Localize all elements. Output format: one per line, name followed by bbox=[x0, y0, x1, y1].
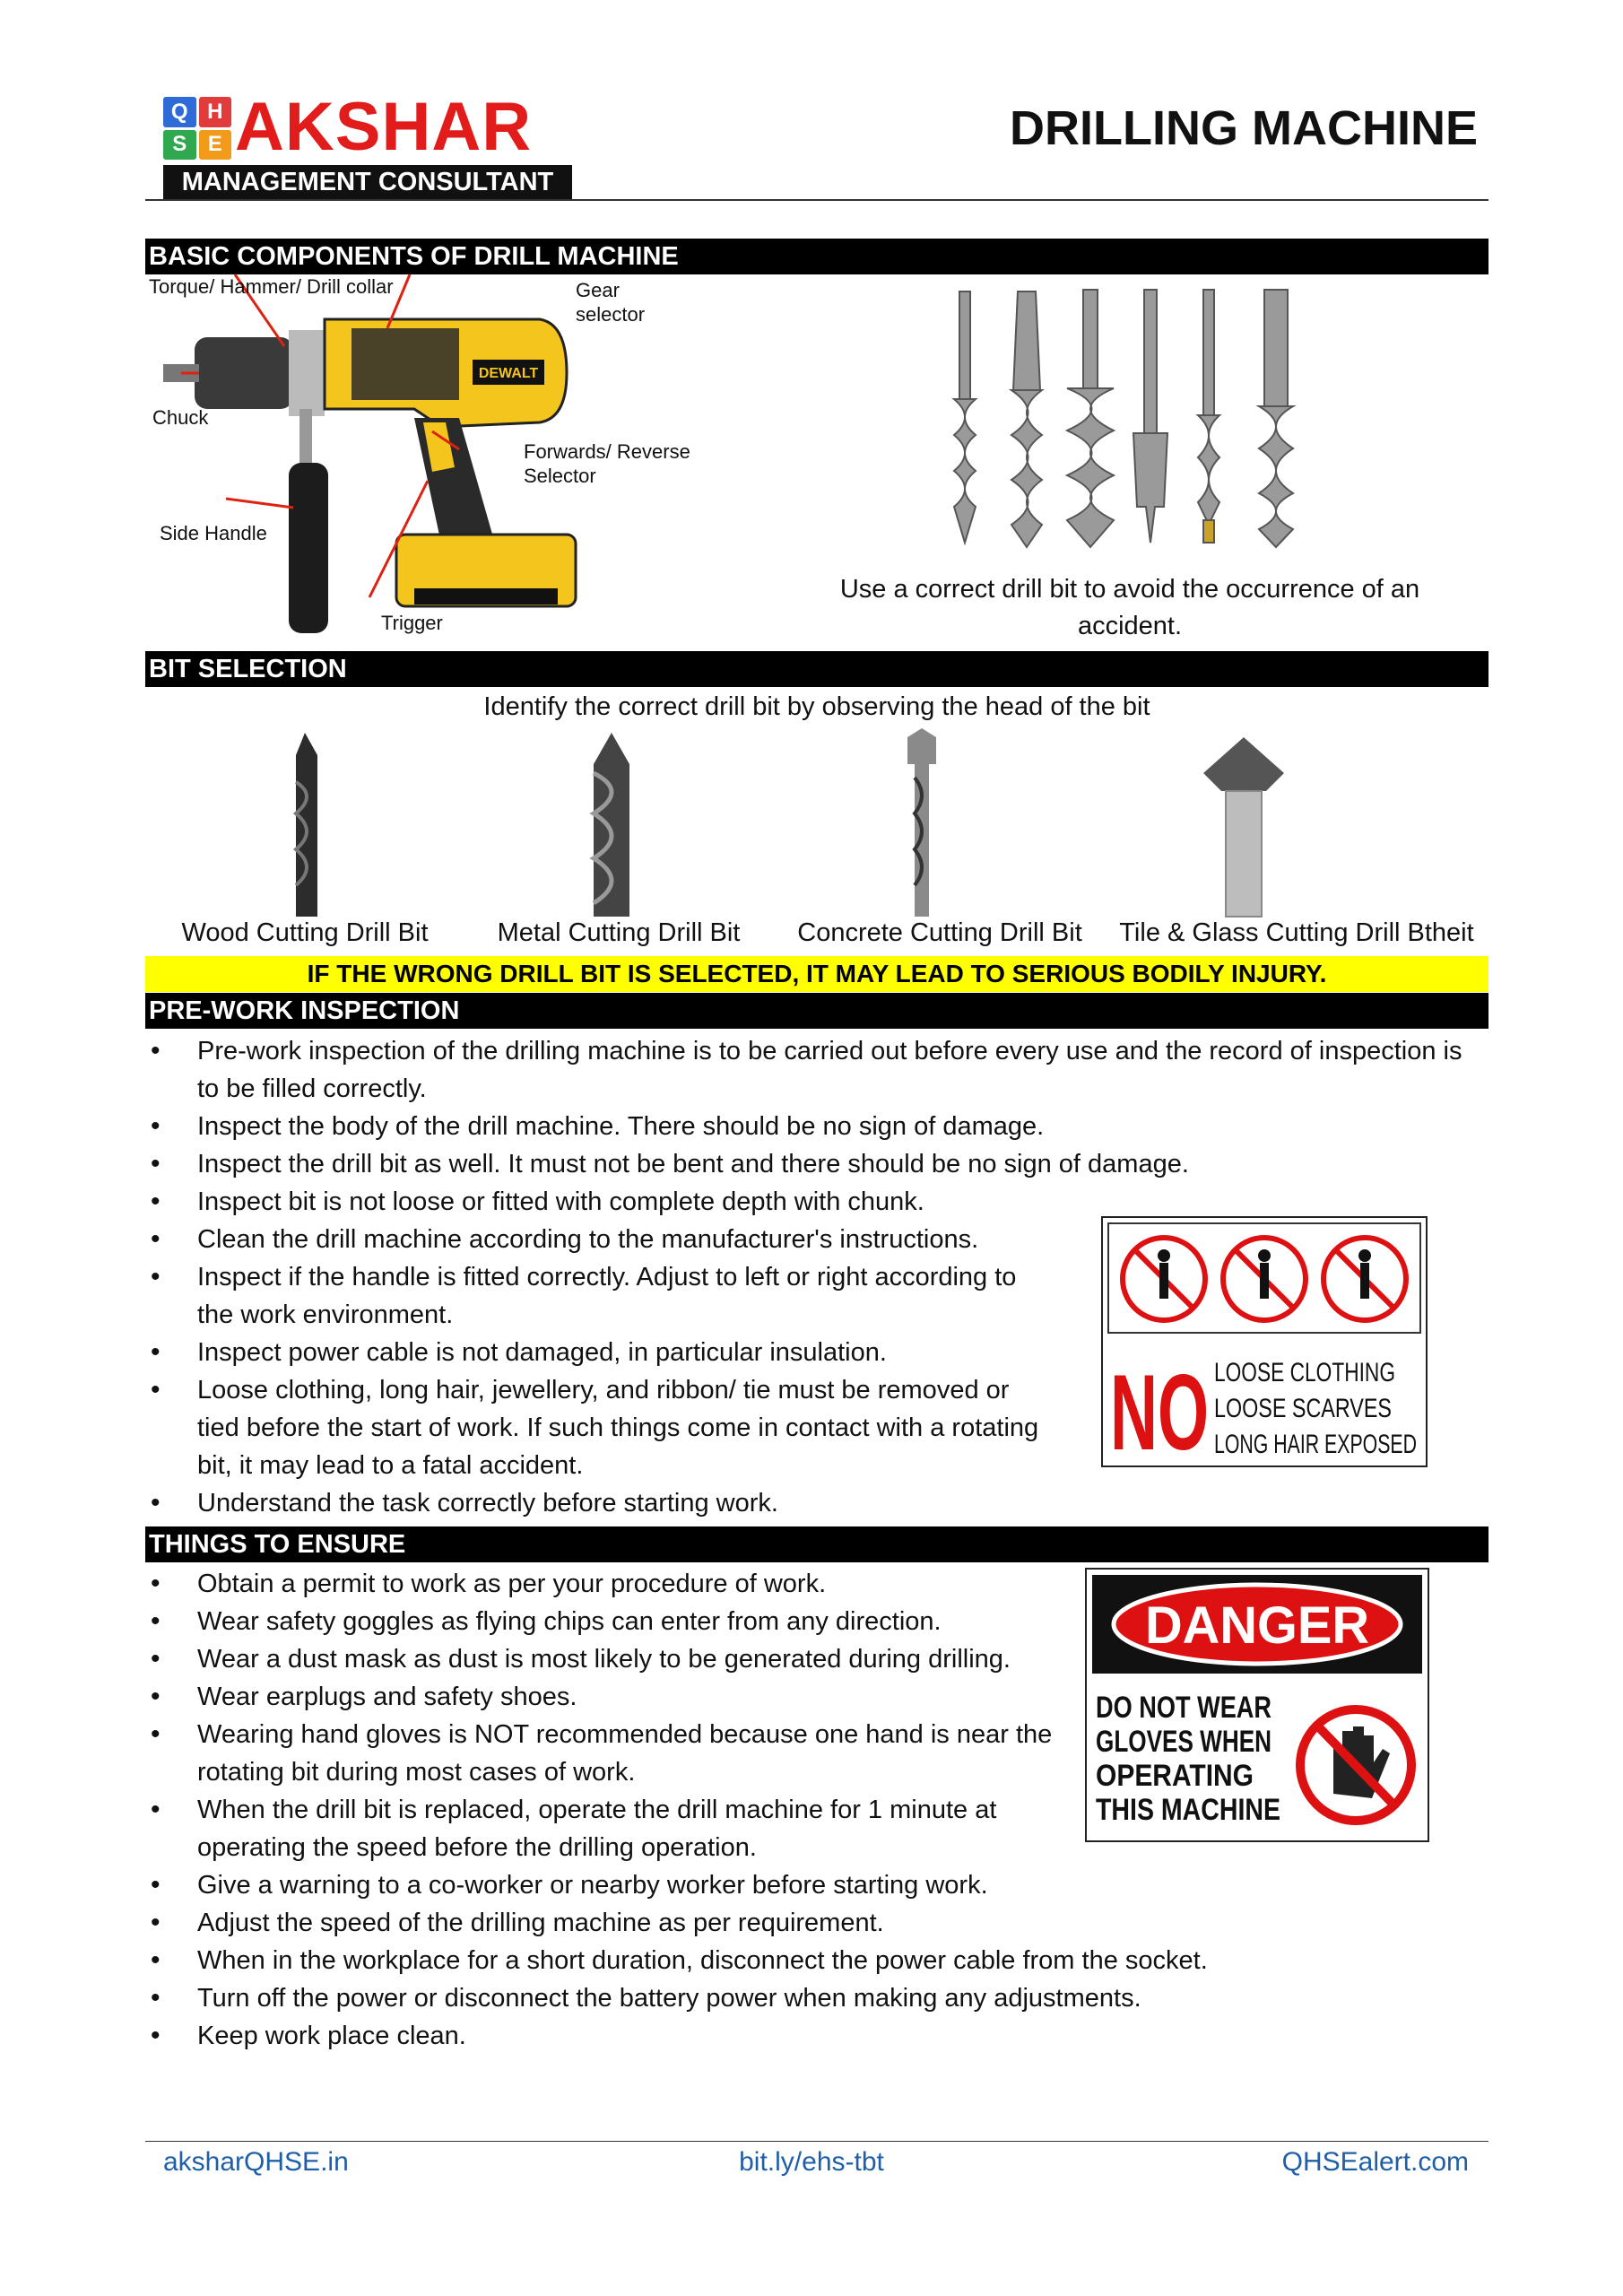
drill-collar-shape bbox=[289, 330, 325, 416]
no-loose-clothing-graphic bbox=[1103, 1218, 1426, 1473]
header-divider bbox=[145, 199, 1488, 201]
ensure-item: • Wearing hand gloves is NOT recommended because one hand is near the rotating bit during most cases of work. bbox=[145, 1716, 1094, 1791]
bit-4-shank bbox=[1144, 290, 1157, 433]
section-heading-pre-work: PRE-WORK INSPECTION bbox=[145, 993, 1488, 1029]
footer-left bbox=[163, 2147, 349, 2178]
no-text: NO bbox=[1110, 1352, 1209, 1473]
pre-work-item: • Inspect the body of the drill machine. There should be no sign of damage. bbox=[145, 1108, 1471, 1145]
sign-line3: LONG HAIR EXPOSED bbox=[1214, 1430, 1417, 1459]
logo-letter-h: H bbox=[199, 97, 232, 127]
danger-gloves-graphic bbox=[1087, 1570, 1428, 1840]
logo-qhse-grid bbox=[163, 97, 231, 160]
metal-bit-label: Metal Cutting Drill Bit bbox=[497, 918, 741, 947]
danger-gloves-sign bbox=[1085, 1568, 1429, 1842]
bit-2-shank bbox=[1013, 291, 1040, 390]
ensure-item: • Wear earplugs and safety shoes. bbox=[145, 1678, 1078, 1716]
label-line-side-handle bbox=[226, 499, 293, 508]
footer-divider bbox=[145, 2141, 1488, 2142]
danger-line3: OPERATING bbox=[1096, 1759, 1254, 1793]
ensure-item: • Wear safety goggles as flying chips can enter from any direction. bbox=[145, 1603, 1078, 1640]
label-gear-line1: Gear bbox=[576, 279, 620, 301]
bit-selection-intro: Identify the correct drill bit by observing the head of the bit bbox=[483, 692, 1150, 721]
pre-work-item: • Inspect the drill bit as well. It must not be bent and there should be no sign of damage. bbox=[145, 1145, 1471, 1183]
bit-5-shank bbox=[1203, 290, 1214, 415]
drill-motor-housing bbox=[352, 328, 459, 400]
label-forward-reverse bbox=[524, 439, 690, 488]
bit-6-spiral bbox=[1259, 406, 1293, 547]
bit-3-shank bbox=[1083, 290, 1098, 388]
pre-work-item: • Understand the task correctly before starting work. bbox=[145, 1484, 1087, 1522]
bit-2-spiral bbox=[1011, 390, 1042, 547]
tile-glass-bit-label: Tile & Glass Cutting Drill Btheit bbox=[1119, 918, 1474, 947]
no-loose-clothing-sign bbox=[1101, 1216, 1428, 1473]
brand-name: AKSHAR bbox=[235, 89, 533, 165]
label-chuck: Chuck bbox=[152, 406, 209, 429]
drill-battery-base bbox=[414, 588, 558, 604]
label-fr-line1: Forwards/ Reverse bbox=[524, 440, 690, 463]
bits-caption-line1: Use a correct drill bit to avoid the occurrence of an bbox=[839, 575, 1420, 604]
bit-6-shank bbox=[1264, 290, 1288, 406]
drill-bit-types-illustration bbox=[145, 728, 1488, 918]
no-gloves-icon bbox=[1300, 1709, 1411, 1821]
bit-3-spiral bbox=[1067, 388, 1114, 547]
label-gear-selector bbox=[576, 278, 645, 326]
bit-4-spade bbox=[1133, 433, 1167, 543]
ensure-item: • Give a warning to a co-worker or nearby worker before starting work. bbox=[145, 1866, 1471, 1904]
side-handle-grip bbox=[289, 463, 328, 633]
concrete-bit-image bbox=[907, 728, 936, 917]
brand-subtitle: MANAGEMENT CONSULTANT bbox=[163, 165, 572, 199]
logo-letter-q: Q bbox=[163, 97, 196, 127]
side-handle-rod bbox=[299, 409, 312, 472]
pre-work-item: • Loose clothing, long hair, jewellery, and ribbon/ tie must be removed or tied before the start of work. If such things come in contact with a rotating bit, it may lead to a fatal accident. bbox=[145, 1371, 1058, 1484]
section-heading-bit-selection: BIT SELECTION bbox=[145, 651, 1488, 687]
label-torque: Torque/ Hammer/ Drill collar bbox=[149, 275, 394, 298]
concrete-bit-label: Concrete Cutting Drill Bit bbox=[797, 918, 1082, 947]
pre-work-item: • Inspect if the handle is fitted correctly. Adjust to left or right according to the work environment. bbox=[145, 1258, 1058, 1334]
ensure-item: • Keep work place clean. bbox=[145, 2017, 1078, 2055]
drill-brand-text: DEWALT bbox=[478, 366, 539, 381]
ensure-item: • Adjust the speed of the drilling machine as per requirement. bbox=[145, 1904, 1471, 1942]
danger-line1: DO NOT WEAR bbox=[1096, 1691, 1271, 1725]
danger-line4: THIS MACHINE bbox=[1096, 1793, 1280, 1827]
ensure-item: • Turn off the power or disconnect the battery power when making any adjustments. bbox=[145, 1979, 1471, 2017]
section-heading-components: BASIC COMPONENTS OF DRILL MACHINE bbox=[145, 239, 1488, 274]
danger-text: DANGER bbox=[1145, 1596, 1369, 1655]
tile-glass-bit-image bbox=[1203, 737, 1284, 917]
logo-letter-e: E bbox=[199, 130, 232, 161]
label-fr-line2: Selector bbox=[524, 465, 596, 487]
footer-link-qhsealert[interactable]: QHSEalert.com bbox=[1281, 2147, 1469, 2177]
bit-1-spiral bbox=[954, 399, 976, 543]
bit-1-shank bbox=[959, 291, 970, 399]
logo-letter-s: S bbox=[163, 130, 196, 161]
label-trigger: Trigger bbox=[381, 612, 443, 634]
wood-bit-image bbox=[296, 733, 317, 917]
footer-right bbox=[1282, 2147, 1469, 2178]
page-title: DRILLING MACHINE bbox=[1010, 101, 1478, 155]
section-heading-ensure: THINGS TO ENSURE bbox=[145, 1526, 1488, 1562]
danger-line2: GLOVES WHEN bbox=[1096, 1725, 1271, 1759]
ensure-item: • Wear a dust mask as dust is most likely to be generated during drilling. bbox=[145, 1640, 1058, 1678]
bits-caption bbox=[789, 571, 1471, 645]
footer-link-ehs-tbt[interactable]: bit.ly/ehs-tbt bbox=[739, 2147, 884, 2177]
pre-work-item: • Clean the drill machine according to the manufacturer's instructions. bbox=[145, 1221, 1087, 1258]
assorted-drill-bits-illustration bbox=[933, 283, 1327, 552]
bits-caption-line2: accident. bbox=[1077, 612, 1183, 640]
drill-chuck-shape bbox=[195, 337, 293, 409]
metal-bit-image bbox=[594, 733, 629, 917]
bit-5-spiral bbox=[1198, 415, 1219, 525]
pre-work-item: • Inspect bit is not loose or fitted with complete depth with chunk. bbox=[145, 1183, 1087, 1221]
bit-5-tip bbox=[1203, 520, 1214, 543]
label-gear-line2: selector bbox=[576, 303, 646, 326]
footer-link-akshar[interactable]: aksharQHSE.in bbox=[163, 2147, 349, 2177]
pre-work-item: • Pre-work inspection of the drilling machine is to be carried out before every use and the record of inspection is to be filled correctly. bbox=[145, 1032, 1471, 1108]
label-side-handle: Side Handle bbox=[160, 522, 267, 544]
wrong-bit-warning: IF THE WRONG DRILL BIT IS SELECTED, IT MAY LEAD TO SERIOUS BODILY INJURY. bbox=[145, 956, 1488, 992]
ensure-item: • Obtain a permit to work as per your procedure of work. bbox=[145, 1565, 1078, 1603]
wood-bit-label: Wood Cutting Drill Bit bbox=[181, 918, 429, 947]
ensure-item: • When in the workplace for a short duration, disconnect the power cable from the socket. bbox=[145, 1942, 1488, 1979]
ensure-item: • When the drill bit is replaced, operate the drill machine for 1 minute at operating the speed before the drilling operation. bbox=[145, 1791, 1094, 1866]
pre-work-item: • Inspect power cable is not damaged, in particular insulation. bbox=[145, 1334, 1087, 1371]
sign-line1: LOOSE CLOTHING bbox=[1214, 1358, 1395, 1387]
sign-line2: LOOSE SCARVES bbox=[1214, 1394, 1392, 1423]
